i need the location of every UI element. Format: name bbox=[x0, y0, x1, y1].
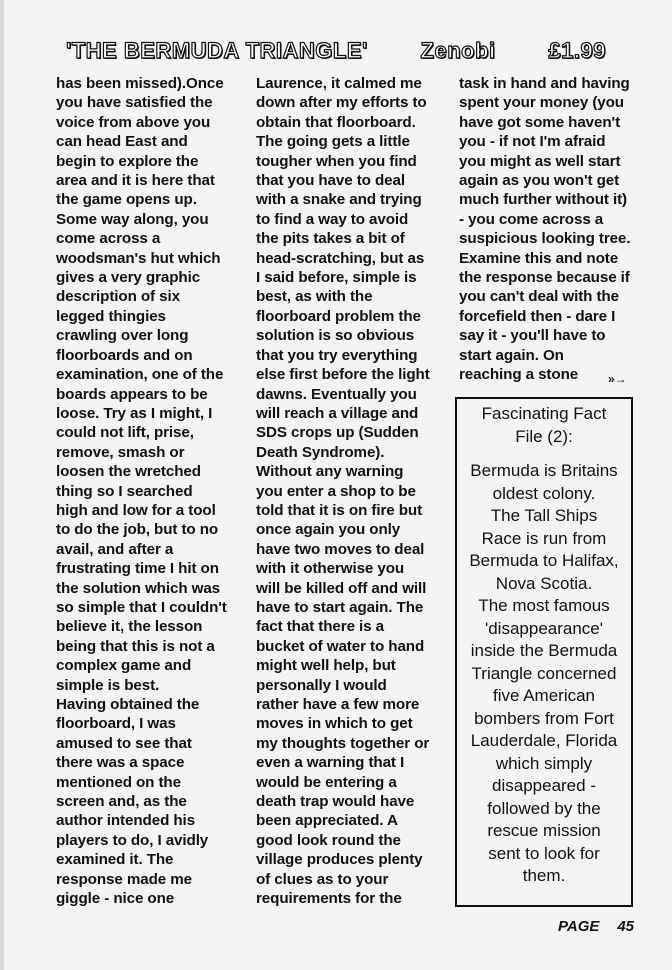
continue-arrow-icon: »→ bbox=[608, 372, 627, 386]
page-header bbox=[66, 34, 606, 68]
fact-file-box bbox=[455, 397, 633, 907]
article-column-3 bbox=[459, 74, 644, 385]
article-column-2 bbox=[256, 74, 448, 908]
page-label: PAGE bbox=[558, 918, 600, 935]
article-column-1 bbox=[56, 74, 246, 908]
column-3-text: task in hand and having spent your money (you have got some haven't you - if not I'm afraid you might as well start again as you won't get much further without it) - you come across a suspicious looking tree. Examine this and note the response because if you can't deal with the forcefield then - dare I say it - you'll have to start again. On reaching a stone bbox=[459, 75, 631, 384]
fact-file-title: Fascinating Fact File (2): bbox=[481, 404, 607, 446]
page-spine-edge bbox=[0, 0, 4, 970]
column-1-text: has been missed).Once you have satisfied the voice from above you can head East and begin to explore the area and it is here that the game opens up. Some way along, you come across a woodsman's hut which gives a very graphic description of six legged thingies crawling over long floorboards and on examination, one of the boards appears to be loose. Try as I might, I could not lift, prise, remove, smash or loosen the wretched thing so I searched high and low for a tool to do the job, but to no avail, and after a frustrating time I hit on the solution which was so simple that I couldn't believe it, the lesson being that this is not a complex game and simple is best. Having obtained the floorboard, I was amused to see that there was a space mentioned on the screen and, as the author intended his players to do, I avidly examined it. The response made me giggle - nice one bbox=[56, 75, 227, 908]
page-number: 45 bbox=[617, 918, 634, 935]
publisher-name: Zenobi bbox=[420, 38, 496, 63]
game-title: 'THE BERMUDA TRIANGLE' bbox=[66, 38, 368, 63]
fact-file-body: Bermuda is Britains oldest colony. The Tall Ships Race is run from Bermuda to Halifax, Nova Scotia. The most famous 'disappearance' inside the Bermuda Triangle concerned five American bombers from Fort Lauderdale, Florida which simply disappeared - followed by the rescue mission sent to look for them. bbox=[469, 461, 619, 885]
page-footer bbox=[558, 918, 634, 935]
column-2-text: Laurence, it calmed me down after my efforts to obtain that floorboard. The going gets a little tougher when you find that you have to deal with a snake and trying to find a way to avoid the pits takes a bit of head-scratching, but as I said before, simple is best, as with the floorboard problem the solution is so obvious that you try everything else first before the light dawns. Eventually you will reach a village and SDS crops up (Sudden Death Syndrome). Without any warning you enter a shop to be told that it is on fire but once again you only have two moves to deal with it otherwise you will be killed off and will have to start again. The fact that there is a bucket of water to hand might well help, but personally I would rather have a few more moves in which to get my thoughts together or even a warning that I would be entering a death trap would have been appreciated. A good look round the village produces plenty of clues as to your requirements for the bbox=[256, 75, 430, 908]
game-price: £1.99 bbox=[548, 38, 606, 63]
